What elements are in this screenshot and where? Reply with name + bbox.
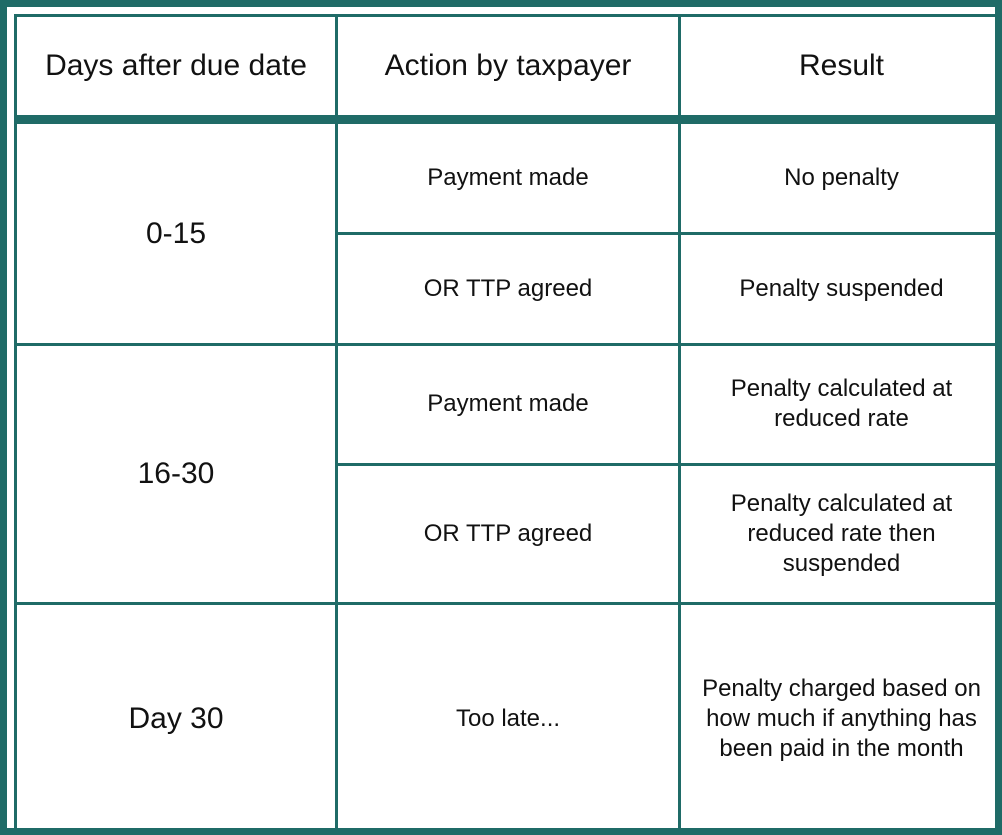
result-cell: Penalty charged based on how much if anything has been paid in the month — [680, 604, 1002, 834]
penalty-table — [14, 14, 1002, 835]
result-cell: Penalty suspended — [680, 233, 1002, 344]
table-row — [16, 120, 1002, 234]
action-cell: OR TTP agreed — [337, 233, 680, 344]
result-cell: Penalty calculated at reduced rate then suspended — [680, 464, 1002, 603]
result-cell: Penalty calculated at reduced rate — [680, 344, 1002, 464]
table-header-row — [16, 16, 1002, 120]
days-cell-0-15: 0-15 — [16, 120, 337, 345]
action-cell: OR TTP agreed — [337, 464, 680, 603]
table-row — [16, 344, 1002, 464]
table-row — [16, 604, 1002, 834]
action-cell: Too late... — [337, 604, 680, 834]
result-cell: No penalty — [680, 120, 1002, 234]
header-result: Result — [680, 16, 1002, 120]
header-action-by-taxpayer: Action by taxpayer — [337, 16, 680, 120]
action-cell: Payment made — [337, 120, 680, 234]
header-days-after-due-date: Days after due date — [16, 16, 337, 120]
days-cell-16-30: 16-30 — [16, 344, 337, 603]
action-cell: Payment made — [337, 344, 680, 464]
days-cell-day-30: Day 30 — [16, 604, 337, 834]
